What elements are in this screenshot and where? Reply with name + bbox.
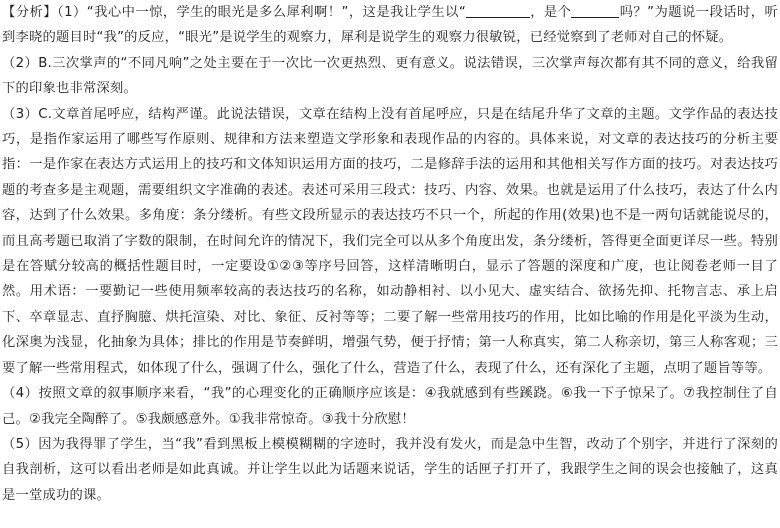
analysis-paragraph-5: （5）因为我得罪了学生，当“我”看到黑板上模模糊糊的字迹时，我并没有发火，而是急中生智，改动了个别字，并进行了深刻的自我剖析，这可以看出老师是如此真诚。并让学生以此为话题来说话，学生的话匣子打开了，我跟学生之间的误会也接触了，这真是一堂成功的课。 xyxy=(2,436,778,503)
fill-blank-2 xyxy=(571,3,619,18)
analysis-paragraph-1 xyxy=(2,0,778,51)
analysis-paragraph-2: （2）B.三次掌声的“不同凡响”之处主要在于一次比一次更热烈、更有意义。说法错误，三次掌声每次都有其不同的意义，给我留下的印象也非常深刻。 xyxy=(2,55,778,97)
analysis-document xyxy=(2,0,778,508)
analysis-paragraph-3: （3）C.文章首尾呼应，结构严谨。此说法错误，文章在结构上没有首尾呼应，只是在结尾升华了文章的主题。文学作品的表达技巧，是指作家运用了哪些写作原则、规律和方法来塑造文学形象和表现作品的内容的。具体来说，对文章的表达技巧的分析主要指：一是作家在表达方式运用上的技巧和文体知识运用方面的技巧，二是修辞手法的运用和其他相关写作方面的技巧。对表达技巧题的考查多是主观题，需要组织文字准确的表述。表述可采用三段式：技巧、内容、效果。也就是运用了什么技巧，表达了什么内容，达到了什么效果。多角度：条分缕析。有些文段所显示的表达技巧不只一个，所起的作用(效果)也不是一两句话就能说尽的，而且高考题已取消了字数的限制，在时间允许的情况下，我们完全可以从多个角度出发，条分缕析，答得更全面更详尽一些。特别是在答赋分较高的概括性题目时，一定要设①②③等序号回答，这样清晰明白，显示了答题的深度和广度，也让阅卷老师一目了然。用术语：一要勤记一些使用频率较高的表达技巧的名称，如动静相衬、以小见大、虚实结合、欲扬先抑、托物言志、承上启下、卒章显志、直抒胸臆、烘托渲染、对比、象征、反衬等等；二要了解一些常用技巧的作用，比如比喻的作用是化平淡为生动，化深奥为浅显，化抽象为具体；排比的作用是节奏鲜明，增强气势，便于抒情；第一人称真实，第二人称亲切，第三人称客观；三要了解一些常用程式，如体现了什么，强调了什么，强化了什么，营造了什么，表现了什么，还有深化了主题，点明了题旨等等。 xyxy=(2,106,778,376)
fill-blank-1 xyxy=(466,3,530,18)
paragraph-1-mid1: ，是个 xyxy=(529,5,572,20)
analysis-paragraph-4: （4）按照文章的叙事顺序来看，“我”的心理变化的正确顺序应该是：④我就感到有些蹊跷。⑥我一下子惊呆了。⑦我控制住了自己。②我完全陶醉了。⑤我颇感意外。①我非常惊奇。③我十分欣慰！ xyxy=(2,386,778,427)
paragraph-1-lead: 【分析】（1）“我心中一惊，学生的眼光是多么犀利啊！”，这是我让学生以“ xyxy=(2,5,466,20)
paragraph-1-mid2: 吗？”为题说一段话时，听到李晓的题目时“我”的反应，“眼光”是说学生的观察力，犀利是说学生的观察力很敏锐，已经觉察到了老师对自己的怀疑。 xyxy=(2,5,778,46)
